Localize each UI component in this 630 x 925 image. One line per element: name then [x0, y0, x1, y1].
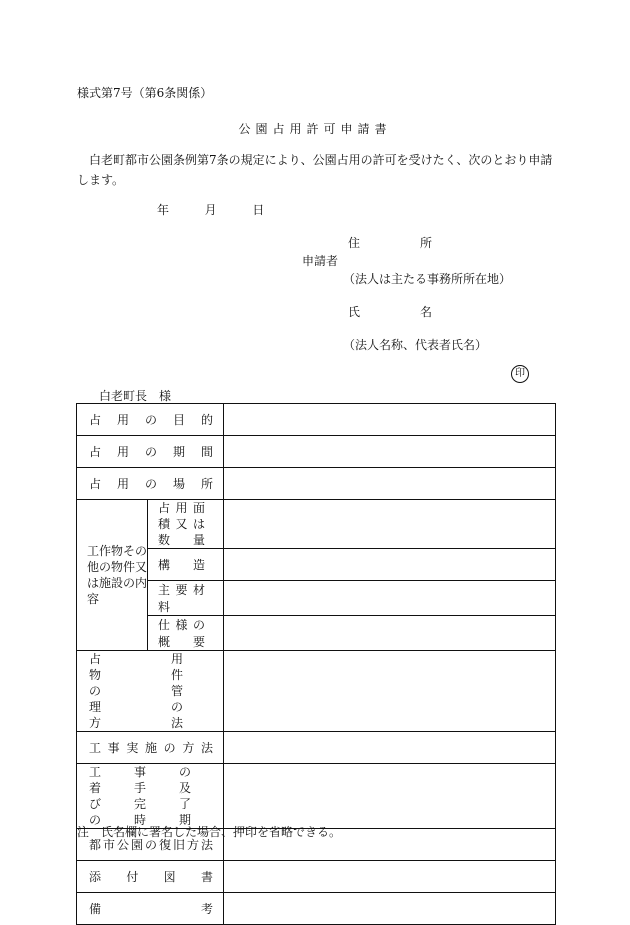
period-label: 占用の期間: [77, 436, 224, 468]
name-note: （法人名称、代表者氏名）: [343, 338, 488, 352]
work-schedule-label: 工事の着手及び完了の時期: [77, 764, 224, 829]
restoration-label: 都市公園の復旧方法: [77, 829, 224, 861]
period-field[interactable]: [224, 436, 556, 468]
address-note: （法人は主たる事務所所在地）: [343, 272, 512, 286]
applicant-label: 申請者: [302, 254, 339, 268]
table-row: [77, 616, 556, 651]
construction-field[interactable]: [224, 549, 556, 581]
purpose-field[interactable]: [224, 404, 556, 436]
work-schedule-field[interactable]: [224, 764, 556, 829]
materials-label: 主要材料: [148, 581, 224, 616]
table-row: [77, 732, 556, 764]
construction-label: 構造: [148, 549, 224, 581]
date-line: [157, 201, 264, 218]
footnote: 注 氏名欄に署名した場合、押印を省略できる。: [77, 825, 342, 839]
materials-field[interactable]: [224, 581, 556, 616]
table-row: [77, 893, 556, 925]
place-label: 占用の場所: [77, 468, 224, 500]
addressee: 白老町長 様: [99, 389, 172, 403]
table-row: [77, 581, 556, 616]
attachments-label: 添付図書: [77, 861, 224, 893]
management-label: 占用物件の管理の方法: [77, 651, 224, 732]
work-method-label: 工事実施の方法: [77, 732, 224, 764]
place-field[interactable]: [224, 468, 556, 500]
area-field[interactable]: [224, 500, 556, 549]
date-month: 月: [204, 203, 217, 217]
table-row: [77, 404, 556, 436]
table-row: [77, 468, 556, 500]
remarks-field[interactable]: [224, 893, 556, 925]
table-row: [77, 861, 556, 893]
name-label: 氏 名: [348, 305, 433, 319]
attachments-field[interactable]: [224, 861, 556, 893]
table-row: [77, 549, 556, 581]
table-row: [77, 436, 556, 468]
specs-label: 仕様の概要: [148, 616, 224, 651]
remarks-label: 備考: [77, 893, 224, 925]
address-label: 住 所: [348, 236, 433, 250]
area-label: 占用面積又は数量: [148, 500, 224, 549]
intro-paragraph: 白老町都市公園条例第7条の規定により、公園占用の許可を受けたく、次のとおり申請します。: [77, 153, 553, 187]
structure-group-label: 工作物その他の物件又は施設の内容: [77, 500, 148, 651]
seal-mark: 印: [511, 365, 529, 383]
table-row: [77, 500, 556, 549]
specs-field[interactable]: [224, 616, 556, 651]
table-row: [77, 651, 556, 732]
form-number: 様式第7号（第6条関係）: [77, 86, 213, 100]
document-title: 公園占用許可申請書: [238, 122, 392, 136]
application-table: [76, 403, 556, 925]
date-year: 年: [157, 203, 170, 217]
table-row: [77, 764, 556, 829]
management-field[interactable]: [224, 651, 556, 732]
purpose-label: 占用の目的: [77, 404, 224, 436]
date-day: 日: [252, 203, 265, 217]
work-method-field[interactable]: [224, 732, 556, 764]
